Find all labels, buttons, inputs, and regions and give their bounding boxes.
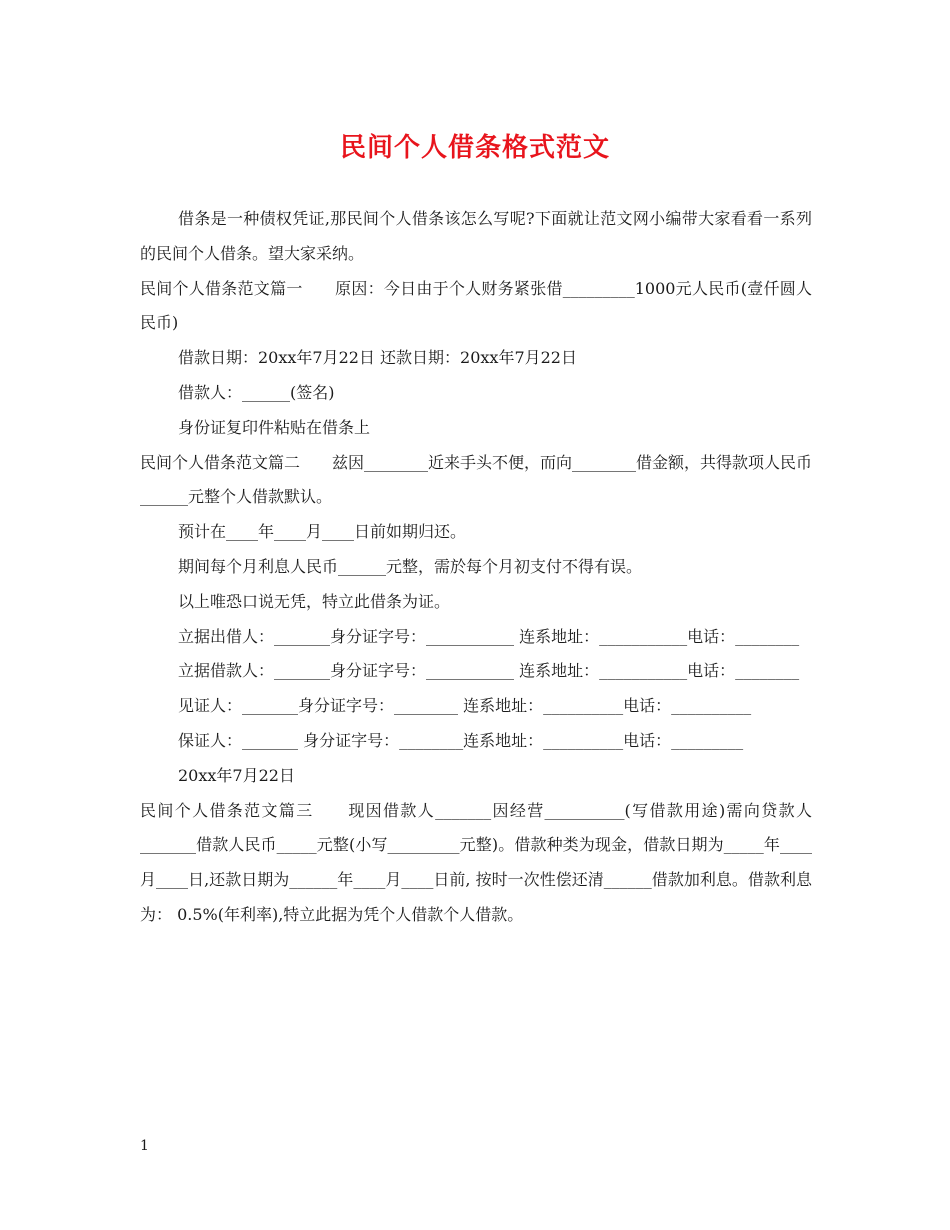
sample2-borrower-info: 立据借款人：_______身分证字号：___________ 连系地址：___________电话：________ xyxy=(178,661,800,681)
sample2-guarantor-info: 保证人：_______ 身分证字号：________连系地址：__________电话：_________ xyxy=(178,730,744,750)
page-number: 1 xyxy=(140,1138,149,1154)
sample2-heading-paragraph: 民间个人借条范文篇二 兹因________近来手头不便，而向________借金额，共得款项人民币______元整个人借款默认。 xyxy=(140,452,813,507)
sample1-loan-dates: 借款日期：20xx年7月22日 还款日期：20xx年7月22日 xyxy=(178,348,577,368)
sample2-date: 20xx年7月22日 xyxy=(178,765,295,785)
sample2-interest: 期间每个月利息人民币______元整，需於每个月初支付不得有误。 xyxy=(178,556,643,576)
document-title: 民间个人借条格式范文 xyxy=(339,133,610,163)
sample1-id-note: 身份证复印件粘贴在借条上 xyxy=(178,417,371,437)
sample3-paragraph: 民间个人借条范文篇三 现因借款人_______因经营__________(写借款用途)需向贷款人_______借款人民币_____元整(小写_________元整)。借款种类为现金，借款日期为_____年____月____日,还款日期为______年____月____日前, 按时一次性偿还清______借款加利息。借款利息为： 0.5%(年利率),特立此据为凭个人借款个人借款。 xyxy=(140,800,812,924)
sample2-witness-info: 见证人：_______身分证字号：________ 连系地址：__________电话：__________ xyxy=(178,696,752,716)
sample1-borrower: 借款人：______(签名) xyxy=(178,382,335,402)
intro-paragraph: 借条是一种债权凭证,那民间个人借条该怎么写呢?下面就让范文网小编带大家看看一系列的民间个人借条。望大家采纳。 xyxy=(140,209,812,263)
document-body xyxy=(140,202,812,933)
sample2-lender-info: 立据出借人：_______身分证字号：___________ 连系地址：___________电话：________ xyxy=(178,626,800,646)
sample2-repay-date: 预计在____年____月____日前如期归还。 xyxy=(178,522,467,542)
sample1-heading-paragraph: 民间个人借条范文篇一 原因：今日由于个人财务紧张借_________1000元人民币(壹仟圆人民币) xyxy=(140,278,812,333)
sample2-statement: 以上唯恐口说无凭，特立此借条为证。 xyxy=(178,591,451,611)
